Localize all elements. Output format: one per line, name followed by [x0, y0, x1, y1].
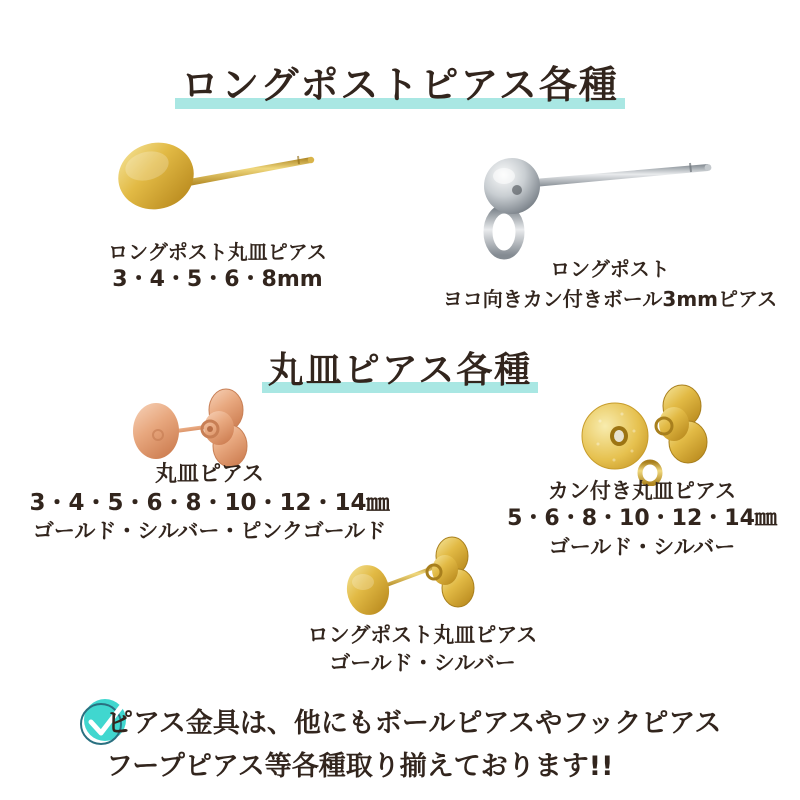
product-name: ロングポスト丸皿ピアス [108, 240, 327, 264]
product-sizes: 3・4・5・6・8mm [112, 267, 323, 292]
product-colors: ゴールド・シルバー・ピンクゴールド [32, 519, 387, 543]
heading-highlight: 丸皿ピアス各種 [262, 350, 539, 393]
product-sizes: 3・4・5・6・8・10・12・14㎜ [29, 490, 390, 516]
product-name: ロングポスト [550, 257, 670, 281]
pink-gold-flat-pad-earring-image [58, 382, 268, 470]
product-label-long-post-flat-pad [55, 238, 380, 294]
product-sizes: 5・6・8・10・12・14㎜ [507, 506, 777, 531]
silver-ball-post-earring-image [450, 140, 770, 260]
product-label-long-post-gold-silver [275, 621, 570, 677]
product-label-ball-post [425, 254, 795, 314]
footer-note-line1: ピアス金具は、他にもボールピアスやフックピアス [106, 708, 722, 739]
product-name: ロングポスト丸皿ピアス [307, 623, 538, 647]
product-colors: ゴールド・シルバー [329, 651, 516, 675]
product-name: カン付き丸皿ピアス [547, 479, 737, 503]
footer-note [106, 702, 721, 788]
product-colors: ゴールド・シルバー [548, 535, 736, 559]
product-name-line2: ヨコ向きカン付きボール3mmピアス [442, 287, 778, 311]
footer-note-line2: フープピアス等各種取り揃えております!! [106, 751, 614, 782]
product-name: 丸皿ピアス [154, 462, 265, 487]
heading-highlight: ロングポストピアス各種 [175, 63, 625, 109]
product-label-loop-flat-pad [487, 477, 797, 561]
section-heading-long-post-pierce [0, 54, 800, 109]
gold-long-post-flat-pad-earring-image [105, 128, 345, 238]
gold-long-post-with-clutch-earring-image [318, 526, 503, 626]
gold-pad-with-loop-earring-image [570, 376, 755, 486]
